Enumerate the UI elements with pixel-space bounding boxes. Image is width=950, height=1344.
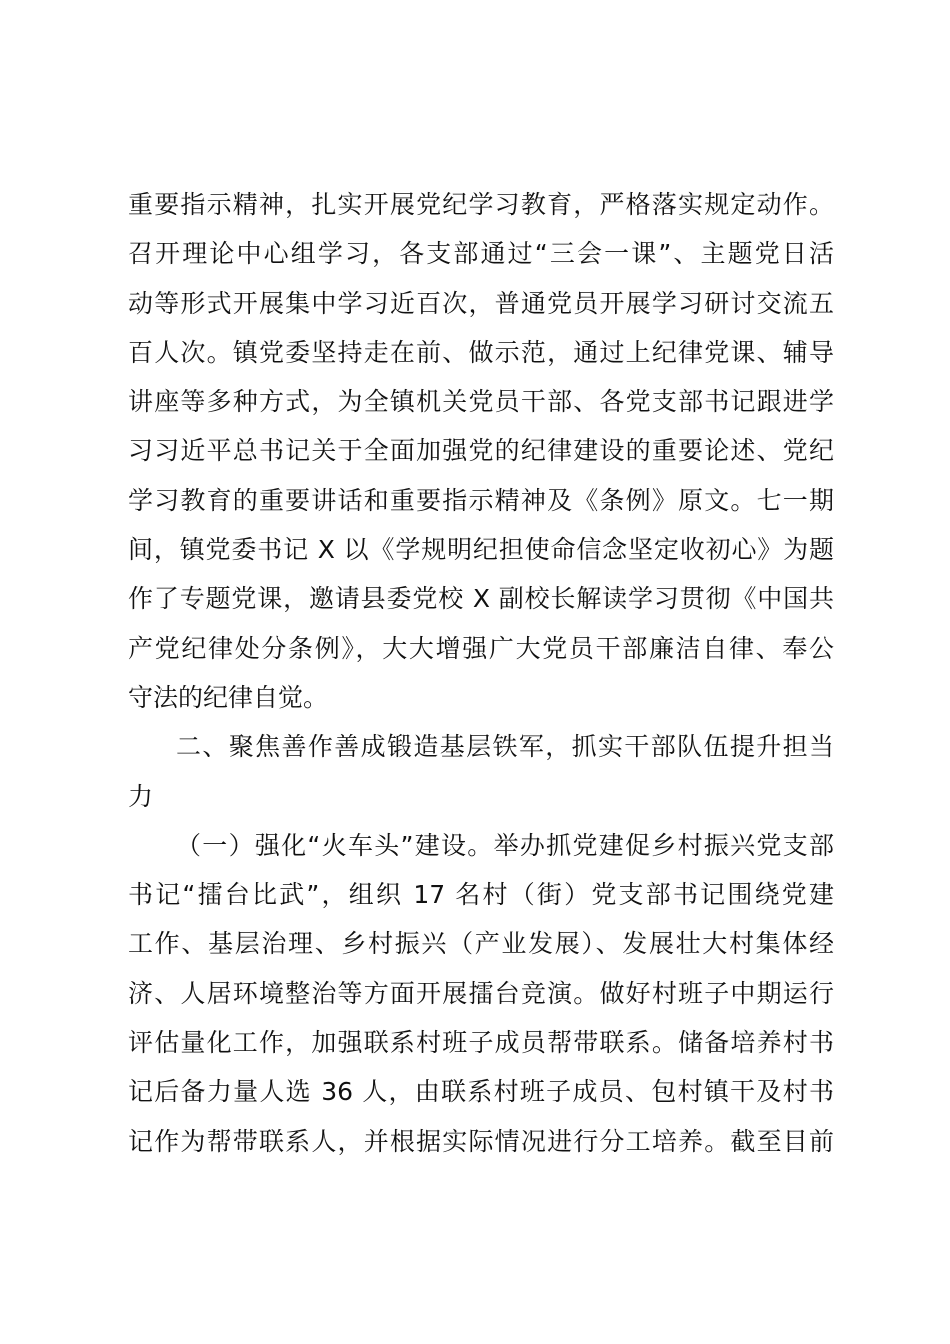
- section-heading: 二、聚焦善作善成锻造基层铁军，抓实干部队伍提升担当: [176, 732, 834, 762]
- paragraph-line: 产党纪律处分条例》，大大增强广大党员干部廉洁自律、奉公: [128, 633, 834, 663]
- paragraph-line: 动等形式开展集中学习近百次，普通党员开展学习研讨交流五: [128, 288, 834, 318]
- paragraph-line: 记作为帮带联系人，并根据实际情况进行分工培养。截至目前: [128, 1126, 834, 1156]
- paragraph-line: 济、人居环境整治等方面开展擂台竞演。做好村班子中期运行: [128, 978, 834, 1008]
- paragraph-line: 召开理论中心组学习，各支部通过“三会一课”、主题党日活: [128, 239, 834, 269]
- paragraph-line: 间，镇党委书记 X 以《学规明纪担使命信念坚定收初心》为题: [128, 535, 834, 565]
- paragraph-line: 作了专题党课，邀请县委党校 X 副校长解读学习贯彻《中国共: [128, 584, 834, 614]
- document-body: [128, 180, 834, 1166]
- section-heading: 力: [128, 781, 154, 811]
- paragraph-line: 学习教育的重要讲话和重要指示精神及《条例》原文。七一期: [128, 485, 834, 515]
- paragraph-line: 评估量化工作，加强联系村班子成员帮带联系。储备培养村书: [128, 1028, 834, 1058]
- paragraph-line: 工作、基层治理、乡村振兴（产业发展）、发展壮大村集体经: [128, 929, 834, 959]
- paragraph-line: 百人次。镇党委坚持走在前、做示范，通过上纪律党课、辅导: [128, 337, 834, 367]
- paragraph-line: 书记“擂台比武”，组织 17 名村（街）党支部书记围绕党建: [128, 880, 834, 910]
- paragraph-line: 习习近平总书记关于全面加强党的纪律建设的重要论述、党纪: [128, 436, 834, 466]
- paragraph-line: （一）强化“火车头”建设。举办抓党建促乡村振兴党支部: [176, 830, 834, 860]
- paragraph-line: 讲座等多种方式，为全镇机关党员干部、各党支部书记跟进学: [128, 387, 834, 417]
- paragraph-line: 记后备力量人选 36 人，由联系村班子成员、包村镇干及村书: [128, 1077, 834, 1107]
- paragraph-line: 守法的纪律自觉。: [128, 682, 329, 712]
- paragraph-line: 重要指示精神，扎实开展党纪学习教育，严格落实规定动作。: [128, 190, 834, 219]
